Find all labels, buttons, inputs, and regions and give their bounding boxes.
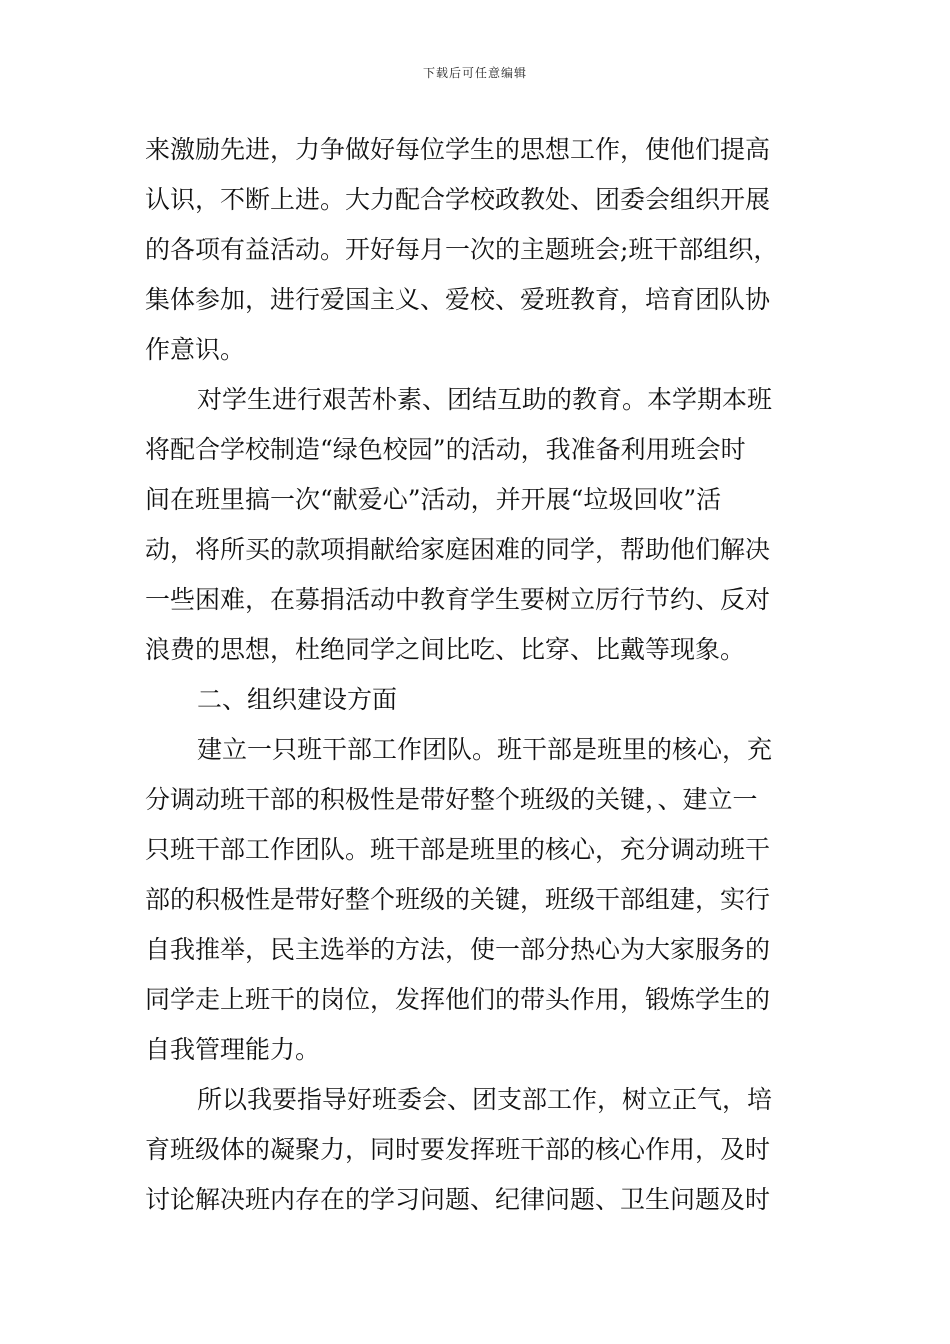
text-line: 动，将所买的款项捐献给家庭困难的同学，帮助他们解决 (145, 535, 771, 564)
text-line: 只班干部工作团队。班干部是班里的核心，充分调动班干 (145, 835, 771, 864)
text-line: 自我推举，民主选举的方法，使一部分热心为大家服务的 (145, 935, 771, 964)
text-line: 二、组织建设方面 (197, 685, 398, 714)
text-line: 对学生进行艰苦朴素、团结互助的教育。本学期本班 (197, 385, 773, 414)
text-line: 所以我要指导好班委会、团支部工作，树立正气，培 (197, 1085, 773, 1114)
text-line: 将配合学校制造“绿色校园”的活动，我准备利用班会时 (145, 435, 746, 464)
text-line: 同学走上班干的岗位，发挥他们的带头作用，锻炼学生的 (145, 985, 771, 1014)
text-line: 来激励先进，力争做好每位学生的思想工作，使他们提高 (145, 135, 771, 164)
body-text (145, 125, 810, 1225)
text-line: 认识，不断上进。大力配合学校政教处、团委会组织开展 (145, 185, 771, 214)
text-line: 的各项有益活动。开好每月一次的主题班会;班干部组织， (145, 235, 779, 264)
text-line: 作意识。 (145, 335, 246, 364)
text-line: 浪费的思想，杜绝同学之间比吃、比穿、比戴等现象。 (145, 635, 746, 664)
text-line: 自我管理能力。 (145, 1035, 321, 1064)
text-line: 育班级体的凝聚力，同时要发挥班干部的核心作用，及时 (145, 1135, 771, 1164)
text-line: 部的积极性是带好整个班级的关键，班级干部组建，实行 (145, 885, 771, 914)
text-line: 建立一只班干部工作团队。班干部是班里的核心，充 (197, 735, 773, 764)
text-line: 一些困难，在募捐活动中教育学生要树立厉行节约、反对 (145, 585, 771, 614)
header-note: 下载后可任意编辑 (422, 66, 527, 80)
text-line: 讨论解决班内存在的学习问题、纪律问题、卫生问题及时 (145, 1185, 771, 1214)
text-line: 集体参加，进行爱国主义、爱校、爱班教育，培育团队协 (145, 285, 771, 314)
text-line: 间在班里搞一次“献爱心”活动，并开展“垃圾回收”活 (145, 485, 722, 514)
text-line: 分调动班干部的积极性是带好整个班级的关键，、建立一 (145, 785, 758, 814)
